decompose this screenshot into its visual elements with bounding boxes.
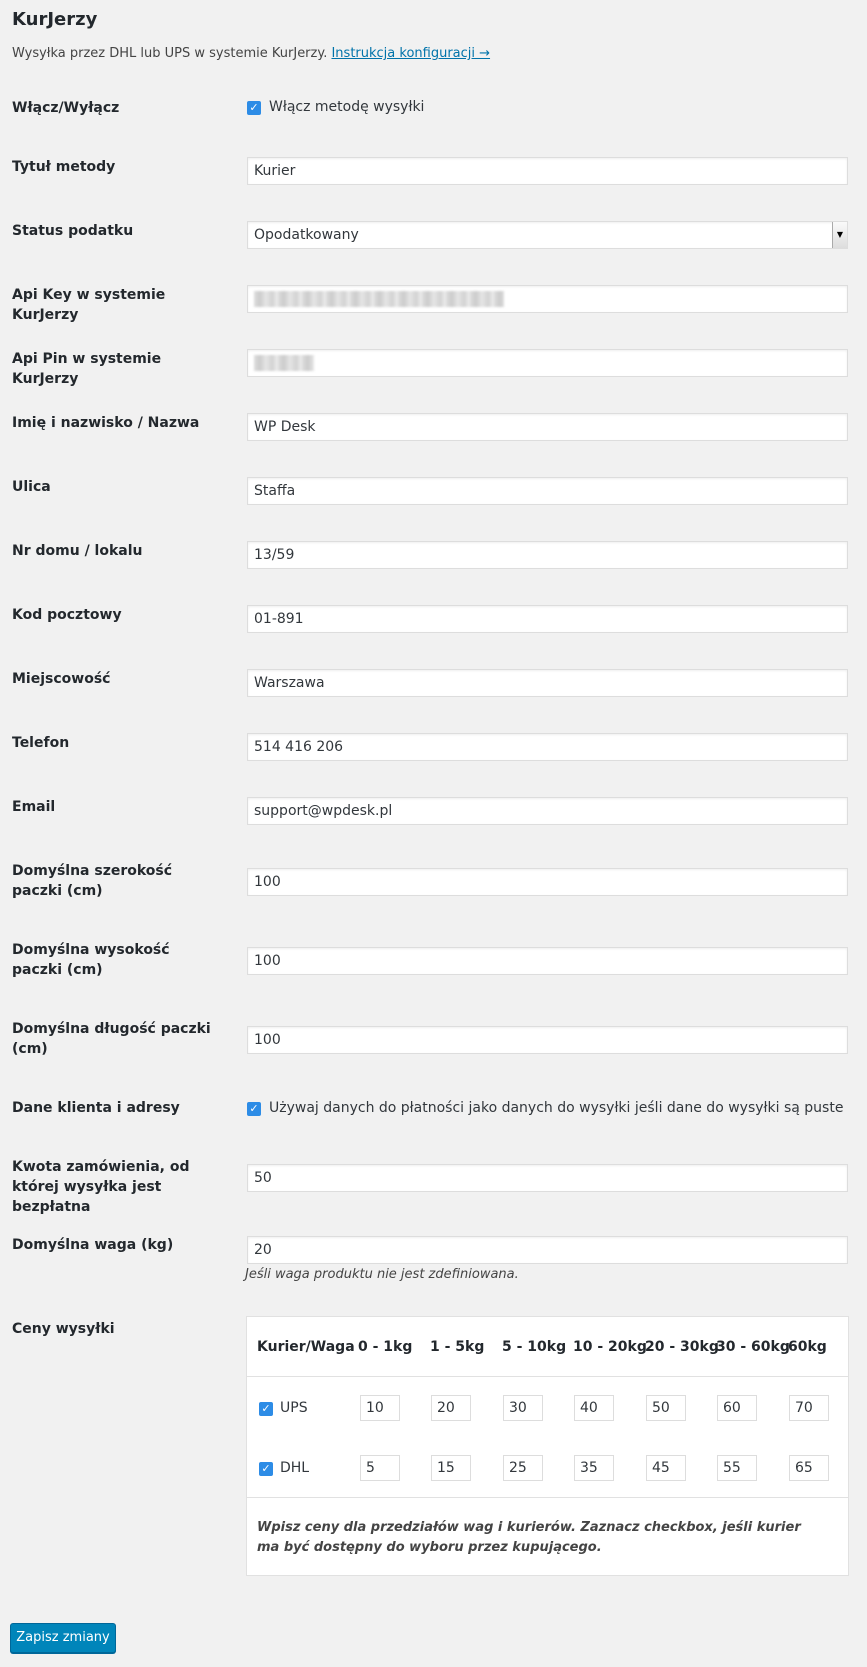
ups-price-input[interactable]: 40 (574, 1395, 614, 1421)
table-header-col: 30 - 60kg (716, 1339, 790, 1355)
table-divider (247, 1497, 848, 1498)
house-number-label: Nr domu / lokalu (12, 543, 143, 559)
name-input[interactable]: WP Desk (247, 413, 848, 441)
enable-checkbox-label: Włącz metodę wysyłki (269, 99, 425, 115)
house-number-input[interactable]: 13/59 (247, 541, 848, 569)
dhl-price-input[interactable]: 35 (574, 1455, 614, 1481)
api-pin-label: Api Pin w systemie KurJerzy (12, 351, 162, 387)
width-input[interactable]: 100 (247, 868, 848, 896)
api-key-label: Api Key w systemie KurJerzy (12, 287, 166, 323)
city-label: Miejscowość (12, 671, 111, 687)
customer-data-checkbox-label: Używaj danych do płatności jako danych do wysyłki jeśli dane do wysyłki są puste (269, 1100, 844, 1116)
tax-status-select[interactable] (247, 221, 848, 249)
ups-price-input[interactable]: 70 (789, 1395, 829, 1421)
dhl-price-input[interactable]: 5 (360, 1455, 400, 1481)
ups-price-input[interactable]: 30 (503, 1395, 543, 1421)
table-header-col: 0 - 1kg (358, 1339, 413, 1355)
description-text: Wysyłka przez DHL lub UPS w systemie KurJerzy. (12, 46, 332, 61)
method-title-label: Tytuł metody (12, 159, 116, 175)
postcode-label: Kod pocztowy (12, 607, 122, 623)
table-header-col: 5 - 10kg (502, 1339, 567, 1355)
ups-price-input[interactable]: 50 (646, 1395, 686, 1421)
table-divider (247, 1376, 848, 1377)
dhl-price-input[interactable]: 25 (503, 1455, 543, 1481)
api-key-input[interactable] (247, 285, 848, 313)
height-input[interactable]: 100 (247, 947, 848, 975)
dhl-checkbox[interactable]: ✓ (259, 1462, 273, 1476)
phone-label: Telefon (12, 735, 70, 751)
city-input[interactable]: Warszawa (247, 669, 848, 697)
ups-price-input[interactable]: 20 (431, 1395, 471, 1421)
postcode-input[interactable]: 01-891 (247, 605, 848, 633)
width-label: Domyślna szerokość paczki (cm) (12, 863, 173, 899)
ups-price-input[interactable]: 10 (360, 1395, 400, 1421)
method-title-input[interactable]: Kurier (247, 157, 848, 185)
page-description (12, 46, 490, 61)
table-header-carrier: Kurier/Waga (257, 1339, 355, 1355)
enable-checkbox[interactable]: ✓ (247, 101, 261, 115)
weight-input[interactable]: 20 (247, 1236, 848, 1264)
dhl-price-input[interactable]: 65 (789, 1455, 829, 1481)
table-header-col: 20 - 30kg (645, 1339, 719, 1355)
dhl-label: DHL (280, 1460, 310, 1476)
length-input[interactable]: 100 (247, 1026, 848, 1054)
table-header-col: 10 - 20kg (573, 1339, 647, 1355)
api-pin-input[interactable] (247, 349, 848, 377)
ups-checkbox[interactable]: ✓ (259, 1402, 273, 1416)
chevron-down-icon[interactable]: ▼ (832, 222, 847, 248)
name-label: Imię i nazwisko / Nazwa (12, 415, 200, 431)
email-input[interactable]: support@wpdesk.pl (247, 797, 848, 825)
weight-label: Domyślna waga (kg) (12, 1237, 174, 1253)
table-header-col: 60kg (788, 1339, 827, 1355)
prices-table (246, 1316, 849, 1576)
prices-label: Ceny wysyłki (12, 1321, 115, 1337)
ups-price-input[interactable]: 60 (717, 1395, 757, 1421)
prices-footnote: Wpisz ceny dla przedziałów wag i kurierów. Zaznacz checkbox, jeśli kurier ma być dostępny do wyboru przez kupującego. (257, 1520, 801, 1555)
street-input[interactable]: Staffa (247, 477, 848, 505)
enable-label: Włącz/Wyłącz (12, 100, 120, 116)
email-label: Email (12, 799, 56, 815)
free-shipping-input[interactable]: 50 (247, 1164, 848, 1192)
table-header-col: 1 - 5kg (430, 1339, 485, 1355)
tax-status-label: Status podatku (12, 223, 134, 239)
page-title: KurJerzy (12, 9, 98, 30)
api-pin-obscured (254, 355, 314, 371)
street-label: Ulica (12, 479, 51, 495)
api-key-obscured (254, 291, 504, 307)
ups-label: UPS (280, 1400, 308, 1416)
length-label: Domyślna długość paczki (cm) (12, 1021, 211, 1057)
tax-status-value: Opodatkowany (254, 227, 359, 243)
config-instructions-link[interactable]: Instrukcja konfiguracji → (331, 46, 491, 61)
dhl-price-input[interactable]: 45 (646, 1455, 686, 1481)
dhl-price-input[interactable]: 15 (431, 1455, 471, 1481)
customer-data-checkbox[interactable]: ✓ (247, 1102, 261, 1116)
height-label: Domyślna wysokość paczki (cm) (12, 942, 170, 978)
dhl-price-input[interactable]: 55 (717, 1455, 757, 1481)
phone-input[interactable]: 514 416 206 (247, 733, 848, 761)
save-button[interactable]: Zapisz zmiany (10, 1623, 116, 1653)
weight-hint: Jeśli waga produktu nie jest zdefiniowana. (245, 1267, 519, 1282)
customer-data-label: Dane klienta i adresy (12, 1100, 180, 1116)
free-shipping-label: Kwota zamówienia, od której wysyłka jest bezpłatna (12, 1159, 190, 1215)
